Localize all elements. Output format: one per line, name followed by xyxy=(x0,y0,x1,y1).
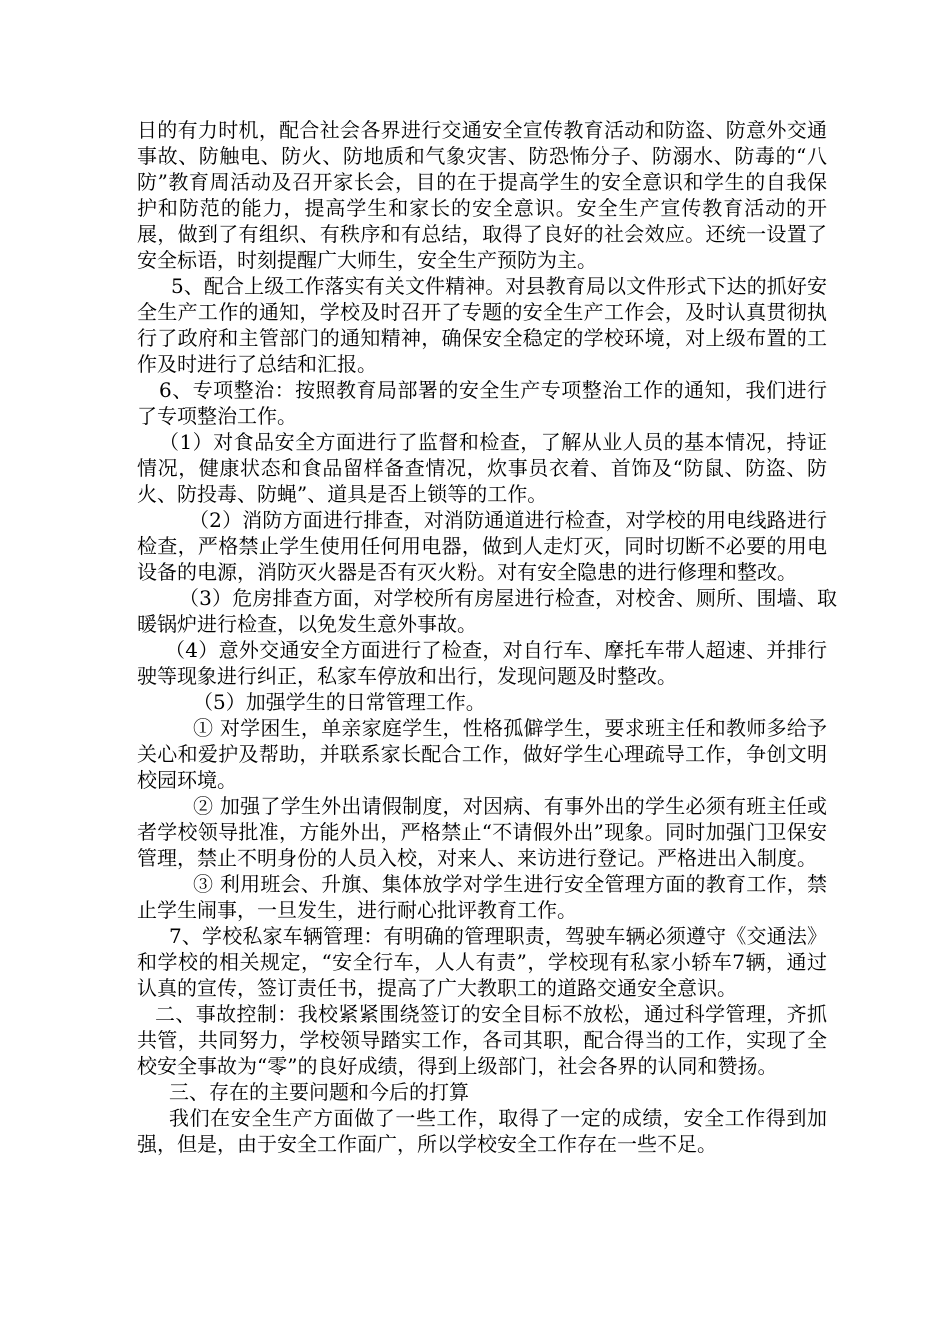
paragraph-item-7: 7、学校私家车辆管理：有明确的管理职责，驾驶车辆必须遵守《交通法》和学校的相关规定，“安全行车，人人有责”，学校现有私家小轿车7辆，通过认真的宣传，签订责任书，提高了广大教职工的道路交通安全意识。 xyxy=(137,924,827,1000)
paragraph-item-6: 6、专项整治：按照教育局部署的安全生产专项整治工作的通知，我们进行了专项整治工作。 xyxy=(137,378,827,428)
paragraph-accident-control: 二、事故控制：我校紧紧围绕签订的安全目标不放松，通过科学管理，齐抓共管，共同努力，学校领导踏实工作，各司其职，配合得当的工作，实现了全校安全事故为“零”的良好成绩，得到上级部门，社会各界的认同和赞扬。 xyxy=(137,1002,827,1078)
paragraph-building-inspection: （3）危房排查方面，对学校所有房屋进行检查，对校舍、厕所、围墙、取暖锅炉进行检查，以免发生意外事故。 xyxy=(137,586,837,636)
paragraph-traffic-safety: （4）意外交通安全方面进行了检查，对自行车、摩托车带人超速、并排行驶等现象进行纠正，私家车停放和出行，发现问题及时整改。 xyxy=(137,638,827,688)
paragraph-fire-safety: （2）消防方面进行排查，对消防通道进行检查，对学校的用电线路进行检查，严格禁止学生使用任何用电器，做到人走灯灭，同时切断不必要的用电设备的电源，消防灭火器是否有灭火粉。对有安全隐患的进行修理和整改。 xyxy=(137,508,827,584)
document-body xyxy=(137,117,837,1157)
paragraph-safety-publicity: 日的有力时机，配合社会各界进行交通安全宣传教育活动和防盗、防意外交通事故、防触电、防火、防地质和气象灾害、防恐怖分子、防溺水、防毒的“八防”教育周活动及召开家长会，目的在于提高学生的安全意识和学生的自我保护和防范的能力，提高学生和家长的安全意识。安全生产宣传教育活动的开展，做到了有组织、有秩序和有总结，取得了良好的社会效应。还统一设置了安全标语，时刻提醒广大师生，安全生产预防为主。 xyxy=(137,118,827,272)
section-heading-problems: 三、存在的主要问题和今后的打算 xyxy=(169,1080,469,1104)
paragraph-student-management: （5）加强学生的日常管理工作。 xyxy=(193,690,486,714)
paragraph-sub-item-1: ① 对学困生，单亲家庭学生，性格孤僻学生，要求班主任和教师多给予关心和爱护及帮助，并联系家长配合工作，做好学生心理疏导工作，争创文明校园环境。 xyxy=(137,716,827,792)
paragraph-sub-item-2: ② 加强了学生外出请假制度，对因病、有事外出的学生必须有班主任或者学校领导批准，方能外出，严格禁止“不请假外出”现象。同时加强门卫保安管理，禁止不明身份的人员入校，对来人、来访进行登记。严格进出入制度。 xyxy=(137,794,827,870)
paragraph-item-5: 5、配合上级工作落实有关文件精神。对县教育局以文件形式下达的抓好安全生产工作的通知，学校及时召开了专题的安全生产工作会，及时认真贯彻执行了政府和主管部门的通知精神，确保安全稳定的学校环境，对上级布置的工作及时进行了总结和汇报。 xyxy=(137,274,827,376)
paragraph-sub-item-3: ③ 利用班会、升旗、集体放学对学生进行安全管理方面的教育工作，禁止学生闹事，一旦发生，进行耐心批评教育工作。 xyxy=(137,872,827,922)
paragraph-food-safety: （1）对食品安全方面进行了监督和检查，了解从业人员的基本情况，持证情况，健康状态和食品留样备查情况，炊事员衣着、首饰及“防鼠、防盗、防火、防投毒、防蝇”、道具是否上锁等的工作。 xyxy=(137,430,827,506)
paragraph-conclusion: 我们在安全生产方面做了一些工作，取得了一定的成绩，安全工作得到加强，但是，由于安全工作面广，所以学校安全工作存在一些不足。 xyxy=(137,1106,827,1156)
